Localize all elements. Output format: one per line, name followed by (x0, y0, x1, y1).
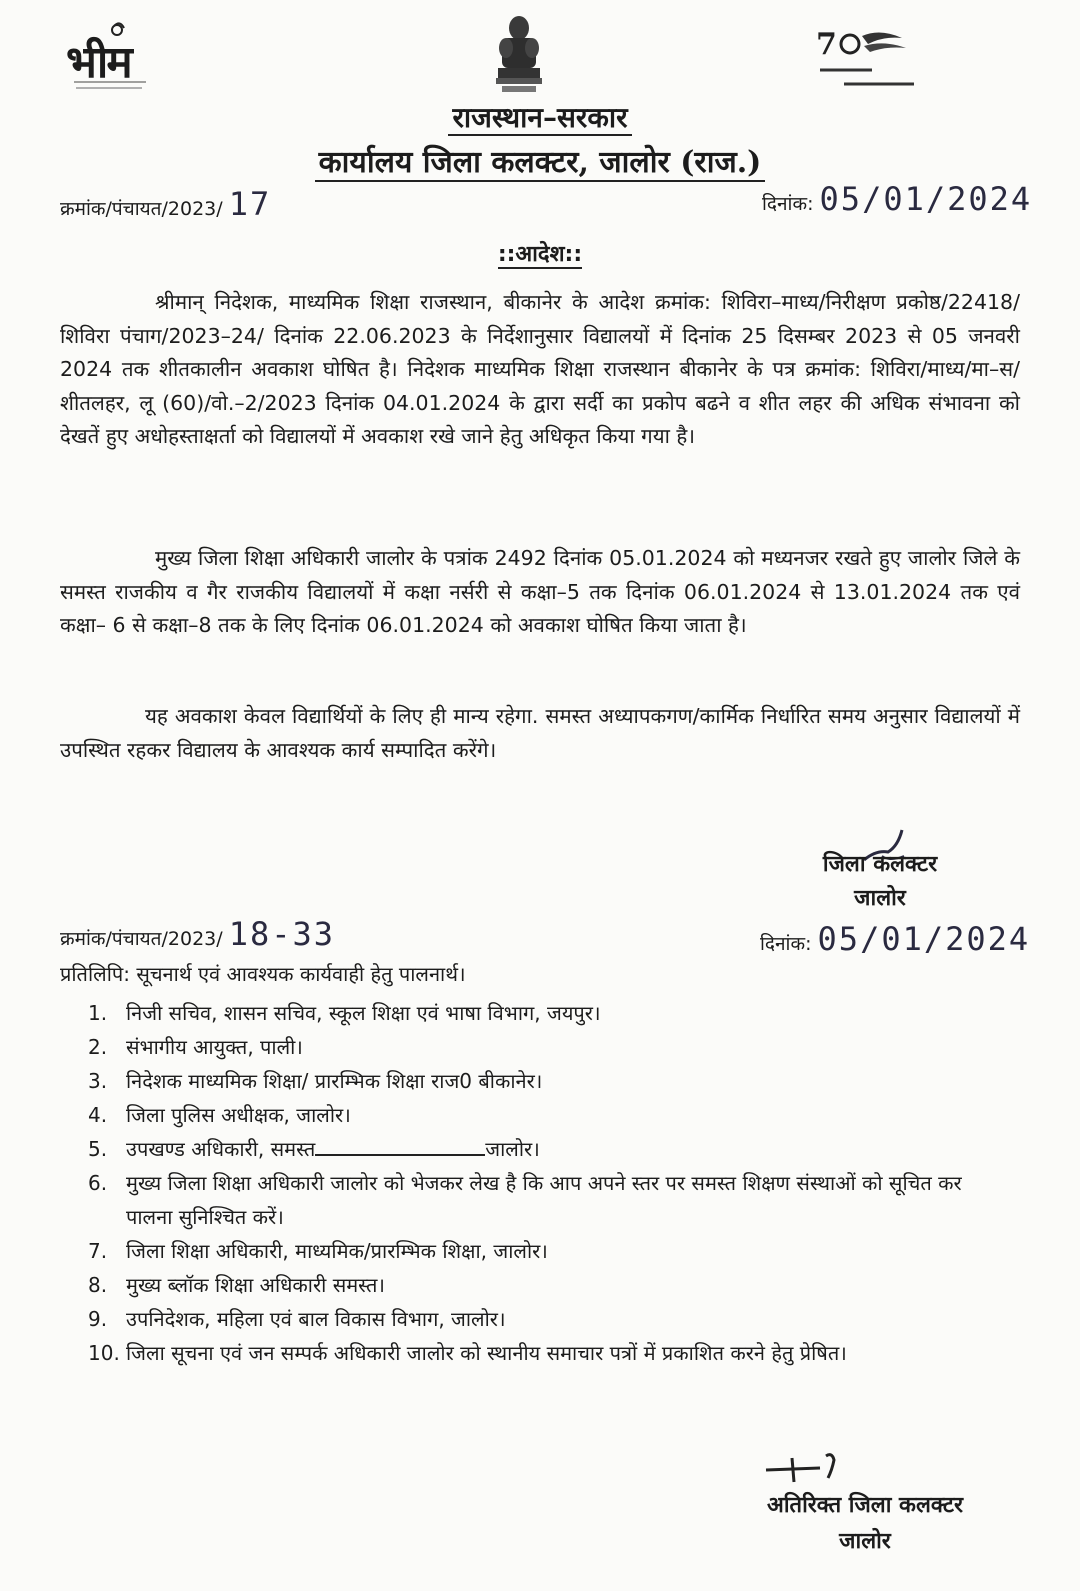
order-date-handwritten: 05/01/2024 (819, 180, 1033, 218)
copy-order-number-handwritten: 18-33 (228, 915, 336, 953)
list-item: 7. जिला शिक्षा अधिकारी, माध्यमिक/प्रारम्भिक शिक्षा, जालोर। (88, 1239, 548, 1263)
copy-order-number (60, 915, 335, 953)
office-title: कार्यालय जिला कलक्टर, जालोर (राज.) (0, 140, 1080, 181)
order-number-handwritten: 17 (228, 185, 272, 223)
copy-order-date (760, 920, 1030, 958)
additional-collector-signature-mark (760, 1448, 850, 1488)
paragraph-3: यह अवकाश केवल विद्यार्थियों के लिए ही मान्य रहेगा. समस्त अध्यापकगण/कार्मिक निर्धारित समय अनुसार विद्यालयों में उपस्थित रहकर विद्यालय के आवश्यक कार्य सम्पादित करेंगे। (60, 704, 1020, 762)
svg-text:7: 7 (816, 27, 837, 62)
order-date-label: दिनांक: (762, 193, 814, 215)
list-item: 5. उपखण्ड अधिकारी, समस्त जालोर। (88, 1137, 540, 1161)
order-heading: ::आदेश:: (497, 242, 583, 267)
additional-collector-place: जालोर (839, 1529, 891, 1554)
copy-list (88, 996, 1008, 1370)
copy-order-date-handwritten: 05/01/2024 (817, 920, 1031, 958)
collector-signature-block (780, 848, 980, 916)
collector-place: जालोर (854, 886, 906, 911)
bhim-logo (62, 18, 152, 98)
list-item: 3. निदेशक माध्यमिक शिक्षा/ प्रारम्भिक शिक्षा राज0 बीकानेर। (88, 1069, 543, 1093)
paragraph-2: मुख्य जिला शिक्षा अधिकारी जालोर के पत्रांक 2492 दिनांक 05.01.2024 को मध्यनजर रखते हुए जालोर जिले के समस्त राजकीय व गैर राजकीय विद्यालयों में कक्षा नर्सरी से कक्षा–5 तक दिनांक 06.01.2024 से 13.01.2024 तक एवं कक्षा– 6 से कक्षा–8 तक के लिए दिनांक 06.01.2024 को अवकाश घोषित किया जाता है। (60, 546, 1020, 637)
list-item: 10. जिला सूचना एवं जन सम्पर्क अधिकारी जालोर को स्थानीय समाचार पत्रों में प्रकाशित करने हेतु प्रेषित। (88, 1341, 847, 1365)
bhim-logo-text: भीम (66, 37, 131, 88)
additional-collector-title: अतिरिक्त जिला कलक्टर (767, 1493, 963, 1518)
paragraph-1: श्रीमान् निदेशक, माध्यमिक शिक्षा राजस्थान, बीकानेर के आदेश क्रमांक: शिविरा–माध्य/निरीक्षण प्रकोष्ठ/22418/शिविरा पंचाग/2023–24/ दिनांक 22.06.2023 के निर्देशानुसार विद्यालयों में दिनांक 25 दिसम्बर 2023 से 05 जनवरी 2024 तक शीतकालीन अवकाश घोषित है। निदेशक माध्यमिक शिक्षा राजस्थान बीकानेर के पत्र क्रमांक: शिविरा/माध्य/मा–स/शीतलहर, लू (60)/वो.–2/2023 दिनांक 04.01.2024 के द्वारा सर्दी का प्रकोप बढने व शीत लहर की अधिक संभावना को देखतें हुए अधोहस्ताक्षर्ता को विद्यालयों में अवकाश रखे जाने हेतु अधिकृत किया गया है। (60, 290, 1020, 448)
azadi-amrit-mahotsav-logo-icon (814, 22, 924, 98)
order-number (60, 185, 271, 223)
copy-heading: प्रतिलिपि: सूचनार्थ एवं आवश्यक कार्यवाही हेतु पालनार्थ। (60, 962, 466, 986)
copy-order-number-label: क्रमांक/पंचायत/2023/ (60, 928, 223, 950)
list-item: 4. जिला पुलिस अधीक्षक, जालोर। (88, 1103, 351, 1127)
list-item: 1. निजी सचिव, शासन सचिव, स्कूल शिक्षा एवं भाषा विभाग, जयपुर। (88, 1001, 601, 1025)
list-item: 8. मुख्य ब्लॉक शिक्षा अधिकारी समस्त। (88, 1273, 385, 1297)
order-date (762, 180, 1032, 218)
list-item: 2. संभागीय आयुक्त, पाली। (88, 1035, 303, 1059)
list-item: 6. मुख्य जिला शिक्षा अधिकारी जालोर को भेजकर लेख है कि आप अपने स्तर पर समस्त शिक्षण संस्थाओं को सूचित कर पालना सुनिश्चित करें। (88, 1171, 962, 1229)
copy-order-date-label: दिनांक: (760, 933, 812, 955)
collector-title: जिला कलक्टर (822, 852, 938, 877)
list-item: 9. उपनिदेशक, महिला एवं बाल विकास विभाग, जालोर। (88, 1307, 506, 1331)
government-title: राजस्थान–सरकार (0, 98, 1080, 136)
additional-collector-signature-block (720, 1488, 1010, 1560)
national-emblem-icon (488, 12, 550, 100)
blank-line (315, 1136, 485, 1156)
order-number-label: क्रमांक/पंचायत/2023/ (60, 198, 223, 220)
